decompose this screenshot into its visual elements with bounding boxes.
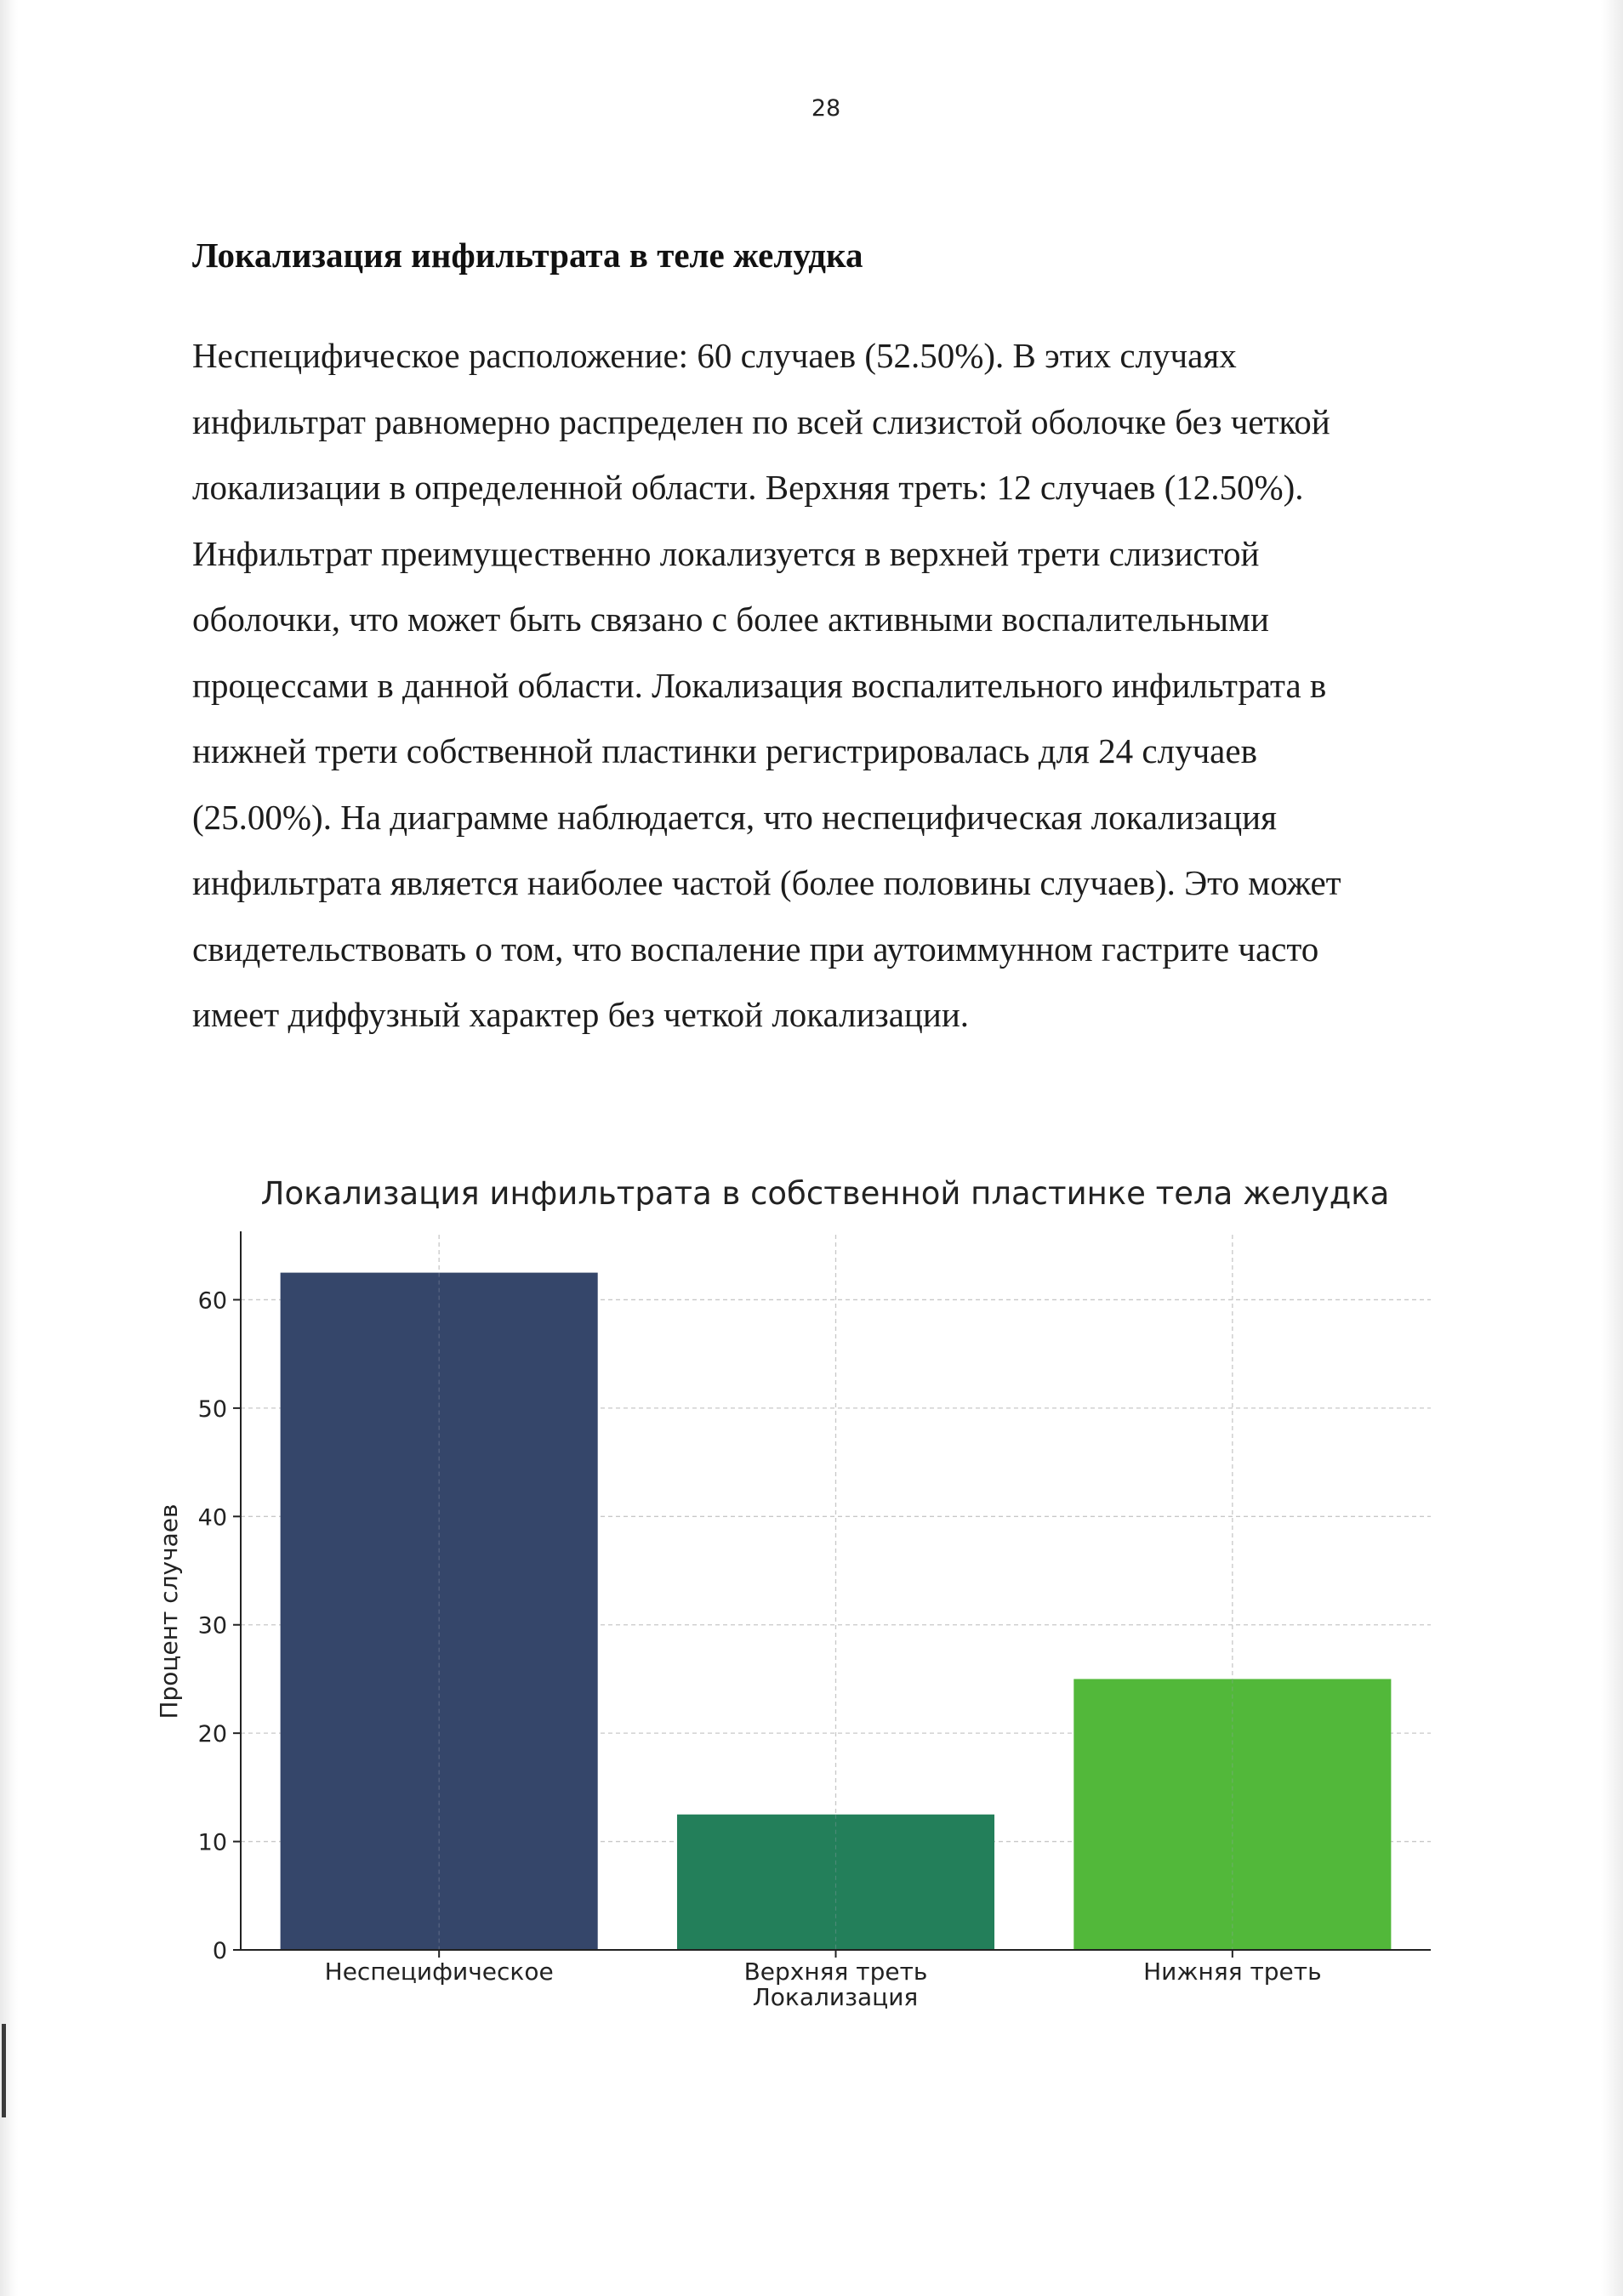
paragraph-line: имеет диффузный характер без четкой локализации.	[192, 995, 970, 1034]
x-axis-label: Локализация	[752, 1983, 919, 2011]
paragraph-line: оболочки, что может быть связано с более активными воспалительными	[192, 600, 1269, 639]
y-tick-label: 60	[197, 1287, 227, 1315]
y-tick-label: 30	[197, 1612, 227, 1640]
chart-title: Локализация инфильтрата в собственной пластинке тела желудка	[260, 1175, 1390, 1212]
y-tick-label: 10	[197, 1829, 227, 1856]
paragraph-line: Неспецифическое расположение: 60 случаев (52.50%). В этих случаях	[192, 336, 1237, 375]
bar-chart	[128, 1174, 1489, 2041]
paragraph-line: свидетельствовать о том, что воспаление при аутоиммунном гастрите часто	[192, 929, 1319, 969]
section-heading: Локализация инфильтрата в теле желудка	[192, 236, 863, 275]
paragraph-line: инфильтрат равномерно распределен по всей слизистой оболочке без четкой	[192, 401, 1330, 441]
y-axis-label: Процент случаев	[155, 1503, 183, 1719]
paragraph-line: процессами в данной области. Локализация воспалительного инфильтрата в	[192, 665, 1327, 705]
paragraph-line: инфильтрата является наиболее частой (более половины случаев). Это может	[192, 863, 1341, 902]
scan-artifact-mark	[2, 2024, 6, 2117]
y-tick-label: 0	[212, 1938, 227, 1964]
paragraph-line: Инфильтрат преимущественно локализуется в верхней трети слизистой	[192, 533, 1260, 573]
y-tick-label: 20	[197, 1721, 227, 1748]
page-number: 28	[811, 95, 841, 122]
y-tick-label: 40	[197, 1504, 227, 1532]
body-paragraph	[192, 323, 1477, 1049]
scan-edge-left	[0, 0, 19, 2296]
x-tick-label: Неспецифическое	[324, 1958, 554, 1986]
scan-edge-right	[1601, 0, 1623, 2296]
x-tick-label: Верхняя треть	[743, 1958, 928, 1986]
y-tick-label: 50	[197, 1395, 227, 1423]
x-tick-label: Нижняя треть	[1143, 1958, 1322, 1986]
paragraph-line: (25.00%). На диаграмме наблюдается, что неспецифическая локализация	[192, 797, 1277, 837]
bar-chart-svg	[128, 1174, 1489, 2041]
paragraph-line: нижней трети собственной пластинки регистрировалась для 24 случаев	[192, 731, 1257, 770]
paragraph-line: локализации в определенной области. Верхняя треть: 12 случаев (12.50%).	[192, 468, 1304, 507]
